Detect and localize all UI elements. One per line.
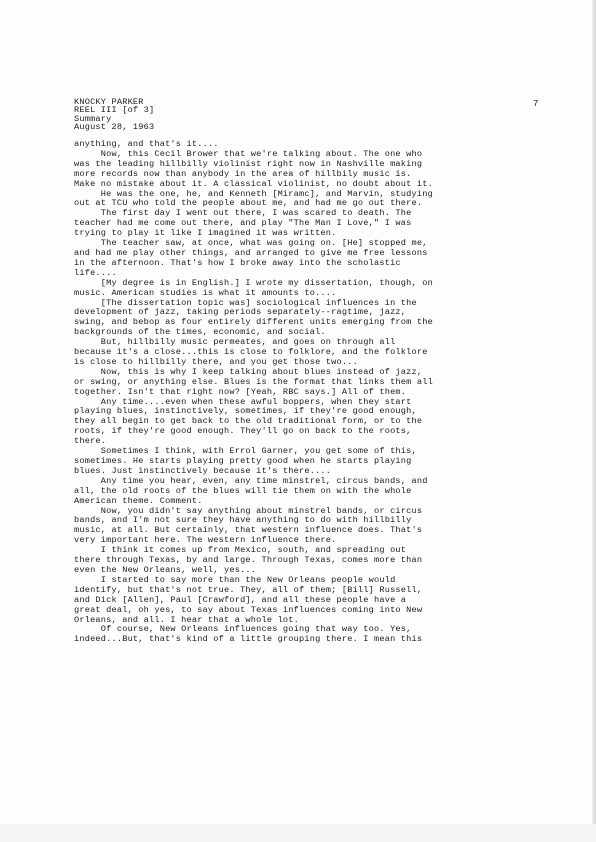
- text-line: teacher had me come out there, and play "The Man I Love," I was: [74, 218, 412, 229]
- text-line: and Dick [Allen], Paul [Crawford], and all these people have a: [74, 594, 407, 605]
- text-line: identify, but that's not true. They, all of them; [Bill] Russell,: [74, 584, 423, 595]
- text-line: in the afternoon. That's how I broke away into the scholastic: [74, 257, 401, 268]
- text-line: [The dissertation topic was] sociological influences in the: [74, 297, 417, 308]
- text-line: Make no mistake about it. A classical violinist, no doubt about it.: [74, 178, 433, 189]
- text-line: there.: [74, 436, 107, 447]
- text-line: very important here. The western influence there.: [74, 535, 337, 546]
- text-line: Of course, New Orleans influences going that way too. Yes,: [74, 624, 412, 635]
- page-number: 7: [533, 99, 539, 109]
- text-line: He was the one, he, and Kenneth [Miramc], and Marvin, studying: [74, 188, 433, 199]
- text-line: Now, you didn't say anything about minstrel bands, or circus: [74, 505, 423, 516]
- text-line: even the New Orleans, well, yes...: [74, 564, 257, 575]
- header-line: Summary: [74, 113, 112, 124]
- text-line: anything, and that's it....: [74, 139, 219, 149]
- text-line: is close to hillbilly there, and you get those two...: [74, 356, 358, 367]
- text-line: bands, and I'm not sure they have anything to do with hillbilly: [74, 515, 412, 526]
- text-line: more records now than anybody in the area of hillbily music is.: [74, 168, 412, 179]
- header-line: August 28, 1963: [74, 122, 155, 133]
- header-line: REEL III [of 3]: [74, 105, 155, 116]
- text-line: together. Isn't that right now? [Yeah, RBC says.] All of them.: [74, 386, 407, 397]
- text-line: music. American studies is what it amounts to....: [74, 287, 337, 298]
- text-line: swing, and bebop as four entirely different units emerging from the: [74, 317, 433, 328]
- text-line: because it's a close...this is close to folklore, and the folklore: [74, 347, 428, 358]
- text-line: sometimes. He starts playing pretty good when he starts playing: [74, 456, 412, 466]
- scan-edge-bottom: [0, 824, 596, 842]
- text-line: they all begin to get back to the old traditional form, or to the: [74, 416, 423, 427]
- text-line: indeed...But, that's kind of a little grouping there. I mean this: [74, 634, 423, 645]
- text-line: The teacher saw, at once, what was going on. [He] stopped me,: [74, 238, 428, 249]
- text-line: blues. Just instinctively because it's there....: [74, 465, 332, 476]
- text-line: Now, this is why I keep talking about blues instead of jazz,: [74, 366, 423, 377]
- text-line: out at TCU who told the people about me, and had me go out there.: [74, 198, 423, 209]
- text-line: I think it comes up from Mexico, south, and spreading out: [74, 545, 407, 556]
- text-line: Orleans, and all. I hear that a whole lot.: [74, 614, 299, 625]
- text-line: The first day I went out there, I was scared to death. The: [74, 208, 412, 219]
- text-line: was the leading hillbilly violinist right now in Nashville making: [74, 158, 423, 169]
- document-header: [74, 98, 154, 132]
- text-line: backgrounds of the times, economic, and social.: [74, 327, 326, 338]
- text-line: [My degree is in English.] I wrote my dissertation, though, on: [74, 277, 433, 288]
- text-line: Now, this Cecil Brower that we're talking about. The one who: [74, 148, 423, 159]
- text-line: trying to play it like I imagined it was written.: [74, 228, 337, 239]
- text-line: or swing, or anything else. Blues is the format that links them all: [74, 376, 433, 387]
- text-line: music, at all. But certainly, that western influence does. That's: [74, 525, 423, 536]
- text-line: great deal, oh yes, to say about Texas influences coming into New: [74, 604, 423, 615]
- text-line: there through Texas, by and large. Through Texas, comes more than: [74, 555, 423, 566]
- text-line: all, the old roots of the blues will tie them on with the whole: [74, 485, 412, 496]
- text-line: American theme. Comment.: [74, 495, 203, 506]
- text-line: I started to say more than the New Orleans people would: [74, 574, 396, 585]
- text-line: playing blues, instinctively, sometimes, if they're good enough,: [74, 406, 417, 417]
- text-line: Sometimes I think, with Errol Garner, you get some of this,: [74, 446, 417, 457]
- text-line: and had me play other things, and arranged to give me free lessons: [74, 247, 428, 258]
- scan-edge-right: [592, 0, 596, 842]
- text-line: life....: [74, 267, 117, 278]
- text-line: Any time you hear, even, any time minstrel, circus bands, and: [74, 475, 428, 486]
- text-line: roots, if they're good enough. They'll go on back to the roots,: [74, 426, 412, 437]
- text-line: But, hillbilly music permeates, and goes on through all: [74, 337, 396, 348]
- header-line: KNOCKY PARKER: [74, 97, 144, 107]
- text-line: development of jazz, taking periods separately--ragtime, jazz,: [74, 307, 407, 318]
- transcript-body: [74, 140, 542, 645]
- text-line: Any time....even when these awful boppers, when they start: [74, 396, 412, 407]
